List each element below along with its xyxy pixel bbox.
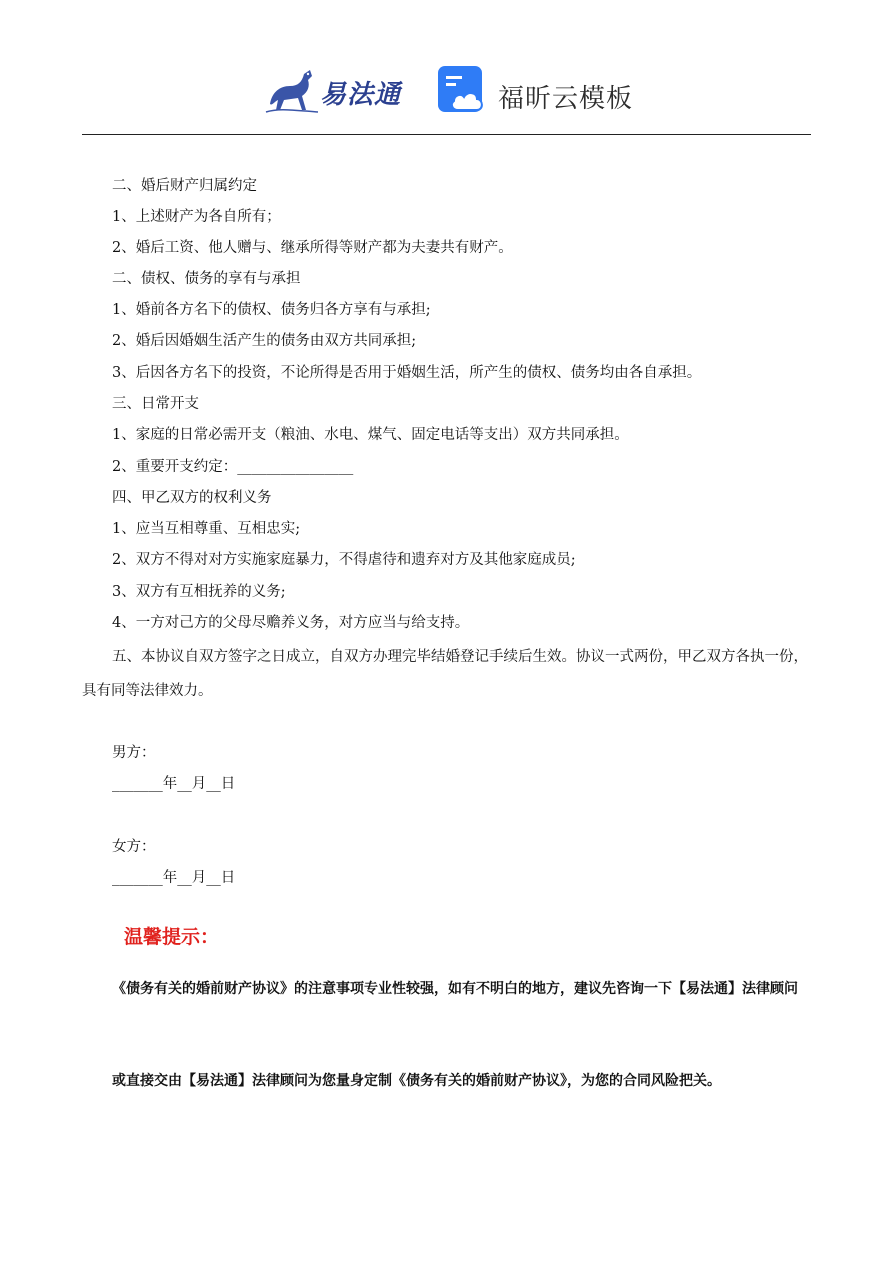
horse-icon	[262, 62, 322, 118]
body-line: 2、婚后因婚姻生活产生的债务由双方共同承担;	[112, 333, 417, 349]
section-heading: 二、婚后财产归属约定	[112, 178, 257, 194]
body-line: 3、后因各方名下的投资，不论所得是否用于婚姻生活，所产生的债权、债务均由各自承担。	[112, 365, 702, 381]
body-line: 2、双方不得对对方实施家庭暴力，不得虐待和遗弃对方及其他家庭成员;	[112, 552, 576, 568]
fuxin-logo	[436, 64, 636, 120]
header	[0, 58, 893, 122]
body-line: 2、婚后工资、他人赠与、继承所得等财产都为夫妻共有财产。	[112, 240, 513, 256]
tip-title: 温馨提示：	[124, 926, 220, 948]
section-heading: 三、日常开支	[112, 396, 199, 412]
header-divider	[82, 134, 811, 135]
female-signature-label: 女方：	[112, 839, 156, 855]
body-line: 1、婚前各方名下的债权、债务归各方享有与承担;	[112, 302, 431, 318]
body-line: 3、双方有互相抚养的义务;	[112, 584, 286, 600]
body-line: 4、一方对己方的父母尽赡养义务，对方应当与给支持。	[112, 615, 470, 631]
tip-paragraph-2: 或直接交由【易法通】法律顾问为您量身定制《债务有关的婚前财产协议》，为您的合同风险把关。	[112, 1073, 721, 1089]
body-line: 1、上述财产为各自所有；	[112, 209, 281, 225]
female-signature-date: _______年__月__日	[112, 870, 236, 886]
body-line: 1、家庭的日常必需开支（粮油、水电、煤气、固定电话等支出）双方共同承担。	[112, 427, 629, 443]
male-signature-date: _______年__月__日	[112, 776, 236, 792]
yifatong-logo	[262, 62, 412, 118]
section-heading: 二、债权、债务的享有与承担	[112, 271, 301, 287]
logo1-text: 易法通	[320, 80, 402, 110]
body-line: 2、重要开支约定：________________	[112, 459, 354, 475]
male-signature-label: 男方：	[112, 745, 156, 761]
cloud-document-icon	[436, 64, 488, 116]
tip-paragraph-1: 《债务有关的婚前财产协议》的注意事项专业性较强，如有不明白的地方，建议先咨询一下【易法通】法律顾问	[112, 981, 798, 997]
section-heading: 四、甲乙双方的权利义务	[112, 490, 272, 506]
clause-five: 五、本协议自双方签字之日成立，自双方办理完毕结婚登记手续后生效。协议一式两份，甲乙双方各执一份，具有同等法律效力。	[82, 649, 808, 699]
body-line: 1、应当互相尊重、互相忠实;	[112, 521, 301, 537]
logo2-text: 福昕云模板	[498, 84, 634, 114]
